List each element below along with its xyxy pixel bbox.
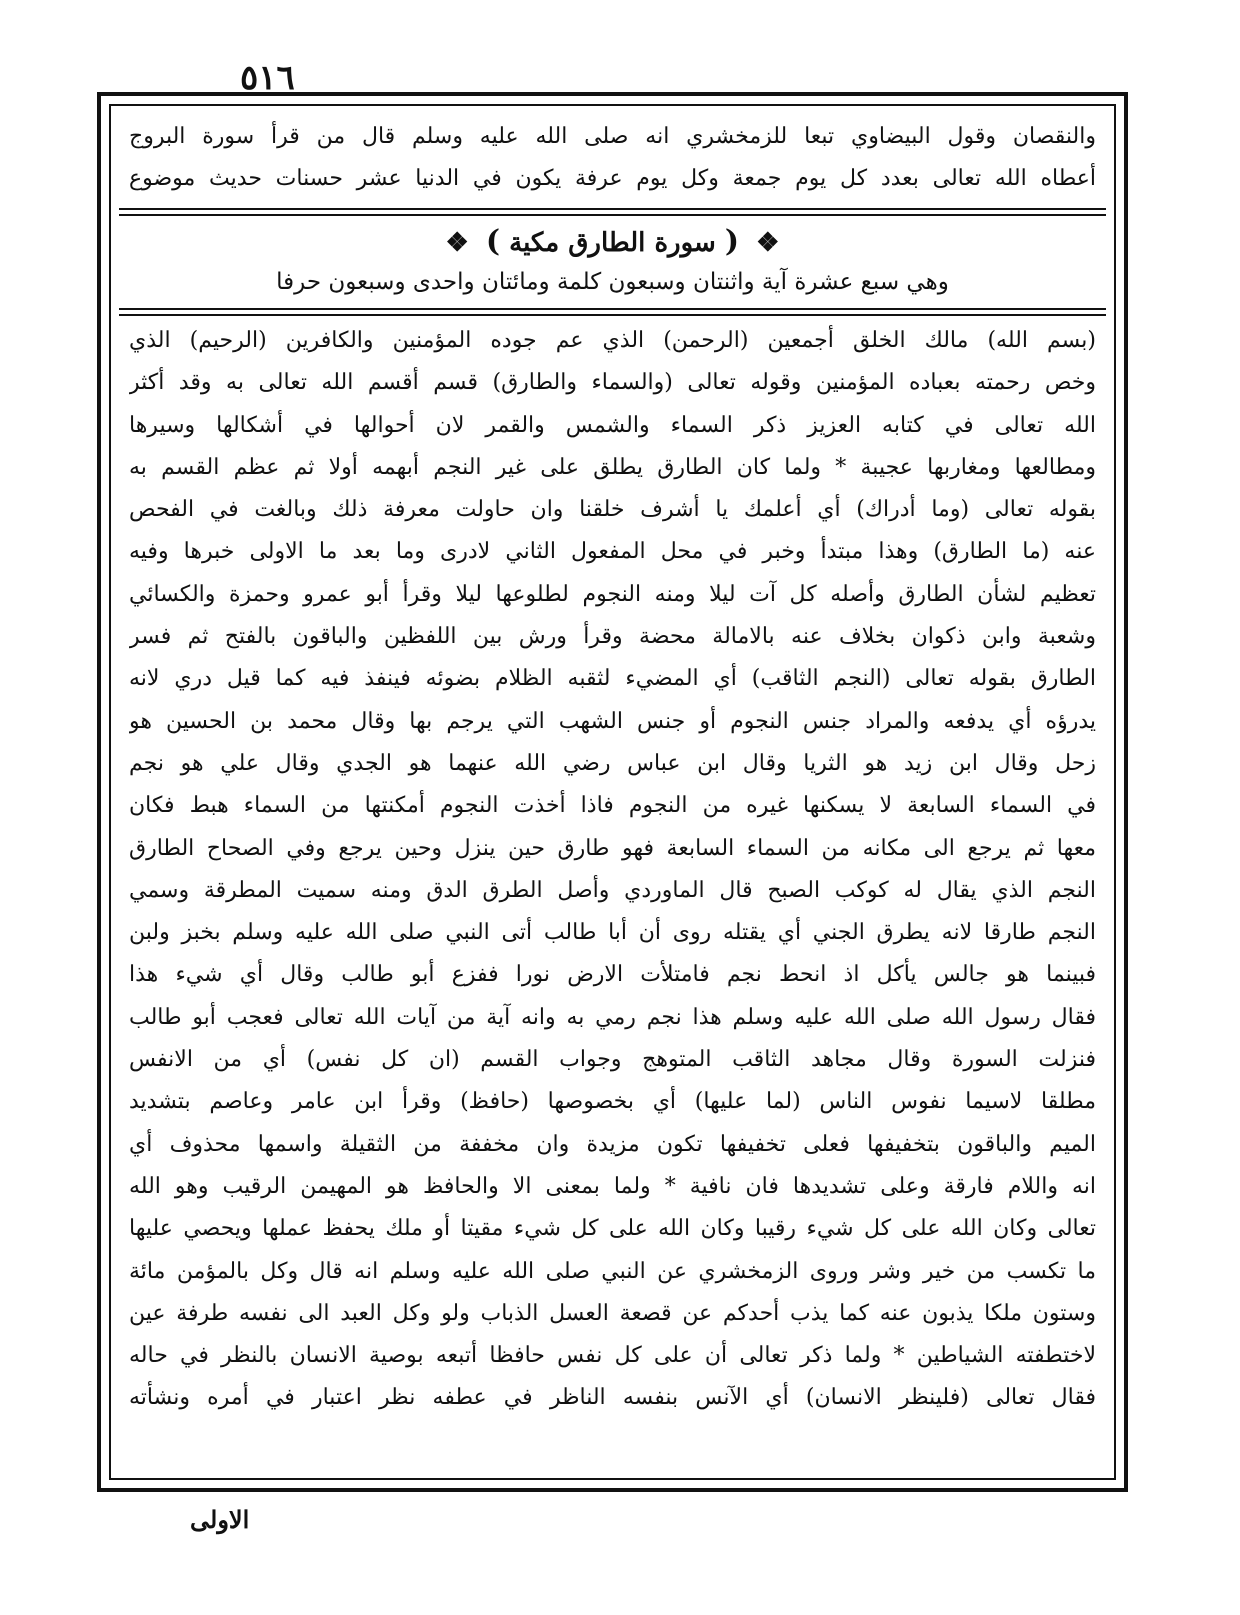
intro-paragraph bbox=[129, 116, 1096, 200]
catchword: الاولى bbox=[190, 1505, 250, 1534]
body-line: وخص رحمته بعباده المؤمنين وقوله تعالى (والسماء والطارق) قسم أقسم الله تعالى به وقد أكثر bbox=[129, 370, 1096, 396]
body-line: انه واللام فارقة وعلى تشديدها فان نافية * ولما بمعنى الا والحافظ هو المهيمن الرقيب وهو الله bbox=[129, 1173, 1096, 1199]
body-line: الله تعالى في كتابه العزيز ذكر السماء والشمس والقمر لان أحوالها في أشكالها وسيرها bbox=[129, 412, 1096, 438]
body-line: النجم طارقا لانه يطرق الجني أي يقتله روى أن أبا طالب أتى النبي صلى الله عليه وسلم بخبز ولبن bbox=[129, 920, 1096, 946]
intro-line: أعطاه الله تعالى بعدد كل يوم جمعة وكل يوم عرفة يكون في الدنيا عشر حسنات حديث موضوع bbox=[129, 166, 1096, 191]
surah-title: سورة الطارق مكية bbox=[509, 228, 716, 258]
body-line: مطلقا لاسيما نفوس الناس (لما عليها) أي بخصوصها (حافظ) وقرأ ابن عامر وعاصم بتشديد bbox=[129, 1089, 1096, 1115]
body-line: الطارق بقوله تعالى (النجم الثاقب) أي المضيء لثقبه الظلام بضوئه فينفذ فيه كما قيل دري لانه bbox=[129, 666, 1096, 692]
flower-ornament-icon: ❖ bbox=[445, 228, 469, 258]
surah-heading bbox=[101, 220, 1124, 264]
body-line: معها ثم يرجع الى مكانه من السماء السابعة فهو طارق حين ينزل وحين يرجع وفي الصحاح الطارق bbox=[129, 835, 1096, 861]
body-line: تعظيم لشأن الطارق وأصله كل آت ليلا ومنه النجوم لطلوعها ليلا وقرأ أبو عمرو وحمزة والكسائي bbox=[129, 581, 1096, 607]
body-line: وشعبة وابن ذكوان بخلاف عنه بالامالة محضة وقرأ ورش بين اللفظين والباقون بالفتح ثم فسر bbox=[129, 624, 1096, 650]
body-line: لاختطفته الشياطين * ولما ذكر تعالى أن على كل نفس حافظا أتبعه بوصية الانسان بالنظر في حاله bbox=[129, 1343, 1096, 1369]
body-line: في السماء السابعة لا يسكنها غيره من النجوم فاذا أخذت النجوم أمكنتها من السماء هبط فكان bbox=[129, 793, 1096, 819]
body-line: فقال رسول الله صلى الله عليه وسلم هذا نجم رمي به وانه آية من آيات الله تعالى فعجب أبو طالب bbox=[129, 1004, 1096, 1030]
body-line: ومطالعها ومغاربها عجيبة * ولما كان الطارق يطلق على غير النجم أبهمه أولا ثم عظم القسم به bbox=[129, 454, 1096, 480]
body-line: فقال تعالى (فلينظر الانسان) أي الآنس بنفسه الناظر في عطفه نظر اعتبار في أمره ونشأته bbox=[129, 1385, 1096, 1411]
section-divider-top bbox=[119, 208, 1106, 216]
body-line: زحل وقال ابن زيد هو الثريا وقال ابن عباس رضي الله عنهما هو الجدي وقال علي هو نجم bbox=[129, 750, 1096, 776]
body-line: الميم والباقون بتخفيفها فعلى تخفيفها تكون مزيدة وان مخففة من الثقيلة واسمها محذوف أي bbox=[129, 1131, 1096, 1157]
body-line: فبينما هو جالس يأكل اذ انحط نجم فامتلأت الارض نورا ففزع أبو طالب وقال أي شيء هذا bbox=[129, 962, 1096, 988]
surah-meta: وهي سبع عشرة آية واثنتان وسبعون كلمة ومائتان واحدى وسبعون حرفا bbox=[276, 269, 949, 295]
flower-ornament-icon: ❖ bbox=[756, 228, 780, 258]
body-line: وستون ملكا يذبون عنه كما يذب أحدكم عن قصعة العسل الذباب ولو وكل العبد الى نفسه طرفة عين bbox=[129, 1300, 1096, 1326]
body-line: يدرؤه أي يدفعه والمراد جنس النجوم أو جنس الشهب التي يرجم بها وقال محمد بن الحسين هو bbox=[129, 708, 1096, 734]
heading-open-bracket: ( bbox=[724, 224, 740, 259]
intro-line: والنقصان وقول البيضاوي تبعا للزمخشري انه صلى الله عليه وسلم قال من قرأ سورة البروج bbox=[129, 124, 1096, 149]
page-number: ٥١٦ bbox=[240, 58, 295, 98]
body-line: ما تكسب من خير وشر وروى الزمخشري عن النبي صلى الله عليه وسلم انه قال وكل بالمؤمن مائة bbox=[129, 1258, 1096, 1284]
body-line: النجم الذي يقال له كوكب الصبح قال الماوردي وأصل الطرق الدق ومنه سميت المطرقة وسمي bbox=[129, 877, 1096, 903]
commentary-body bbox=[129, 320, 1096, 1420]
body-line: تعالى وكان الله على كل شيء رقيبا وكان الله على كل شيء مقيتا أو ملك يحفظ عملها ويحصي عليها bbox=[129, 1216, 1096, 1242]
body-line: فنزلت السورة وقال مجاهد الثاقب المتوهج وجواب القسم (ان كل نفس) أي من الانفس bbox=[129, 1047, 1096, 1073]
section-divider-bottom bbox=[119, 308, 1106, 316]
body-line: عنه (ما الطارق) وهذا مبتدأ وخبر في محل المفعول الثاني لادرى وما بعد ما الاولى خبرها وفيه bbox=[129, 539, 1096, 565]
page-frame bbox=[97, 92, 1128, 1492]
heading-close-bracket: ) bbox=[485, 224, 501, 259]
body-line: بقوله تعالى (وما أدراك) أي أعلمك يا أشرف خلقنا وان حاولت معرفة ذلك وبالغت في الفحص bbox=[129, 497, 1096, 523]
body-line: (بسم الله) مالك الخلق أجمعين (الرحمن) الذي عم جوده المؤمنين والكافرين (الرحيم) الذي bbox=[129, 328, 1096, 353]
